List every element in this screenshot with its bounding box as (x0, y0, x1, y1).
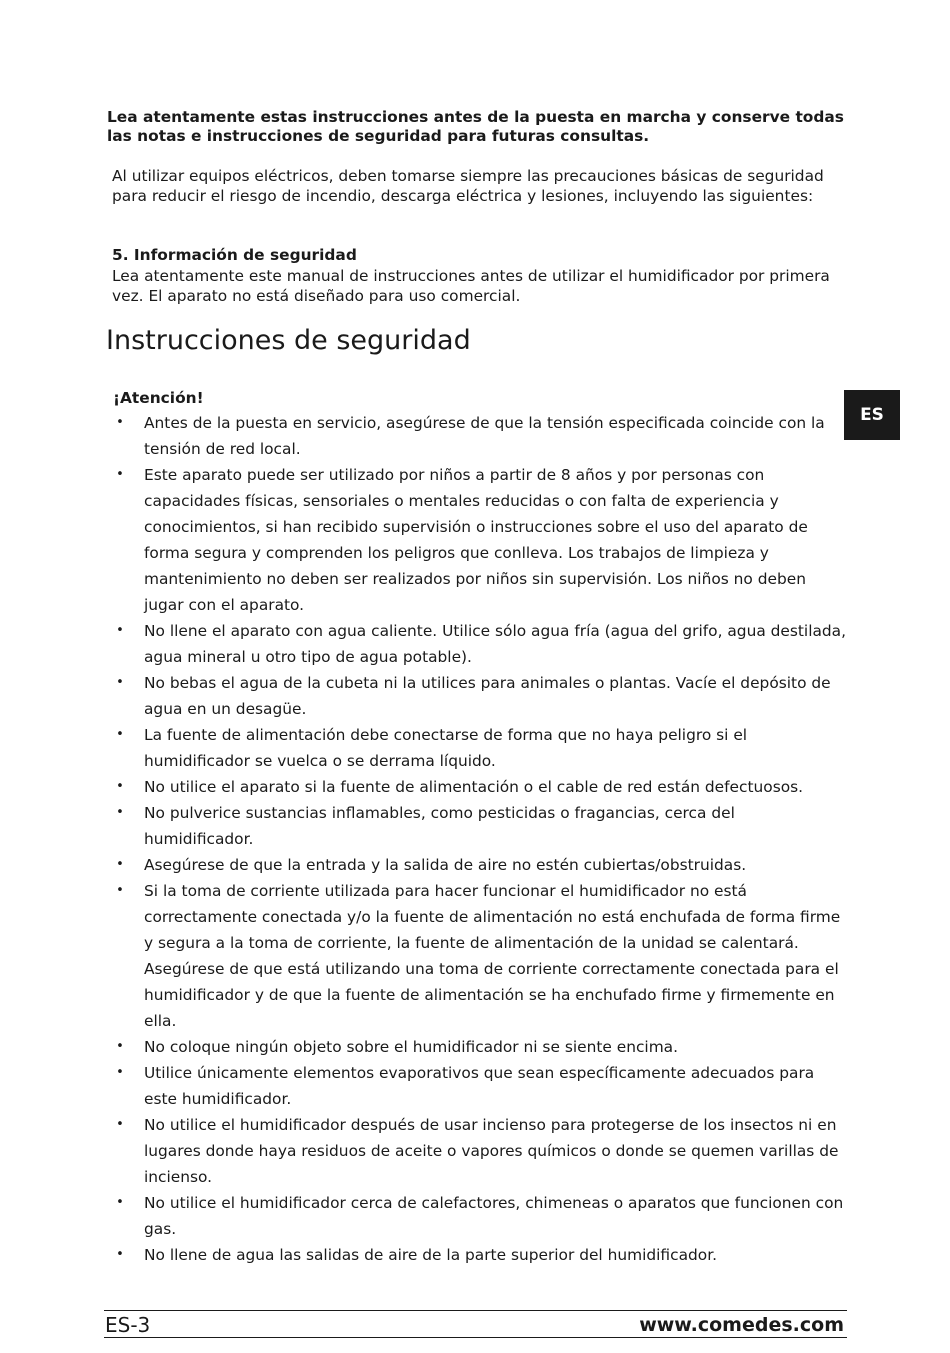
list-item-text: No llene el aparato con agua caliente. Utilice sólo agua fría (agua del grifo, agua destilada, agua mineral u otro tipo de agua potable). (144, 622, 847, 666)
attention-label: ¡Atención! (113, 389, 204, 407)
website-link[interactable]: www.comedes.com (639, 1314, 844, 1336)
list-item (112, 1060, 847, 1112)
bullet-icon: • (116, 1247, 124, 1262)
list-item (112, 722, 847, 774)
bullet-icon: • (116, 415, 124, 430)
bullet-icon: • (116, 467, 124, 482)
bullet-icon: • (116, 779, 124, 794)
page-title: Instrucciones de seguridad (106, 325, 471, 356)
list-item (112, 1112, 847, 1190)
list-item (112, 1242, 847, 1268)
list-item (112, 774, 847, 800)
bullet-icon: • (116, 805, 124, 820)
list-item-text: No utilice el humidificador después de usar incienso para protegerse de los insectos ni en lugares donde haya residuos de aceite o vapores químicos o donde se quemen varillas de incienso. (144, 1116, 839, 1186)
bullet-icon: • (116, 675, 124, 690)
section-text: Lea atentamente este manual de instrucciones antes de utilizar el humidificador por primera vez. El aparato no está diseñado para uso comercial. (112, 267, 830, 305)
list-item (112, 410, 847, 462)
list-item (112, 462, 847, 618)
list-item-text: No coloque ningún objeto sobre el humidificador ni se siente encima. (144, 1038, 679, 1056)
list-item-text: Antes de la puesta en servicio, asegúrese de que la tensión especificada coincide con la tensión de red local. (144, 414, 825, 458)
section-heading: 5. Información de seguridad (112, 246, 357, 264)
intro-bold-notice: Lea atentamente estas instrucciones antes de la puesta en marcha y conserve todas las notas e instrucciones de seguridad para futuras consultas. (107, 108, 844, 145)
list-item (112, 800, 847, 852)
list-item (112, 1034, 847, 1060)
footer-divider-top (104, 1310, 847, 1311)
list-item (112, 670, 847, 722)
page-number: ES-3 (105, 1313, 151, 1337)
list-item-text: No llene de agua las salidas de aire de la parte superior del humidificador. (144, 1246, 717, 1264)
safety-instructions-list (112, 410, 847, 1268)
bullet-icon: • (116, 1065, 124, 1080)
list-item (112, 1190, 847, 1242)
intro-precautions: Al utilizar equipos eléctricos, deben tomarse siempre las precauciones básicas de seguridad para reducir el riesgo de incendio, descarga eléctrica y lesiones, incluyendo las siguientes: (112, 167, 824, 205)
list-item (112, 618, 847, 670)
list-item-text: La fuente de alimentación debe conectarse de forma que no haya peligro si el humidificador se vuelca o se derrama líquido. (144, 726, 748, 770)
bullet-icon: • (116, 883, 124, 898)
list-item-text: Utilice únicamente elementos evaporativos que sean específicamente adecuados para este humidificador. (144, 1064, 815, 1108)
bullet-icon: • (116, 857, 124, 872)
list-item-text: No utilice el aparato si la fuente de alimentación o el cable de red están defectuosos. (144, 778, 804, 796)
list-item-text: Este aparato puede ser utilizado por niños a partir de 8 años y por personas con capacidades físicas, sensoriales o mentales reducidas o con falta de experiencia y conocimientos, si han recibido supervisión o instrucciones sobre el uso del aparato de forma segura y comprenden los peligros que conlleva. Los trabajos de limpieza y mantenimiento no deben ser realizados por niños sin supervisión. Los niños no deben jugar con el aparato. (144, 466, 808, 614)
list-item-text: Asegúrese de que la entrada y la salida de aire no estén cubiertas/obstruidas. (144, 856, 747, 874)
list-item (112, 852, 847, 878)
language-tab: ES (844, 390, 900, 440)
bullet-icon: • (116, 623, 124, 638)
list-item-text: No pulverice sustancias inflamables, como pesticidas o fragancias, cerca del humidificador. (144, 804, 735, 848)
bullet-icon: • (116, 1195, 124, 1210)
bullet-icon: • (116, 1117, 124, 1132)
bullet-icon: • (116, 1039, 124, 1054)
list-item-text: No utilice el humidificador cerca de calefactores, chimeneas o aparatos que funcionen con gas. (144, 1194, 844, 1238)
bullet-icon: • (116, 727, 124, 742)
footer-divider-bottom (104, 1337, 847, 1338)
list-item-text: Si la toma de corriente utilizada para hacer funcionar el humidificador no está correctamente conectada y/o la fuente de alimentación no está enchufada de forma firme y segura a la toma de corriente, la fuente de alimentación de la unidad se calentará. Asegúrese de que está utilizando una toma de corriente correctamente conectada para el humidificador y de que la fuente de alimentación se ha enchufado firme y firmemente en ella. (144, 882, 841, 1030)
list-item-text: No bebas el agua de la cubeta ni la utilices para animales o plantas. Vacíe el depósito de agua en un desagüe. (144, 674, 831, 718)
list-item (112, 878, 847, 1034)
